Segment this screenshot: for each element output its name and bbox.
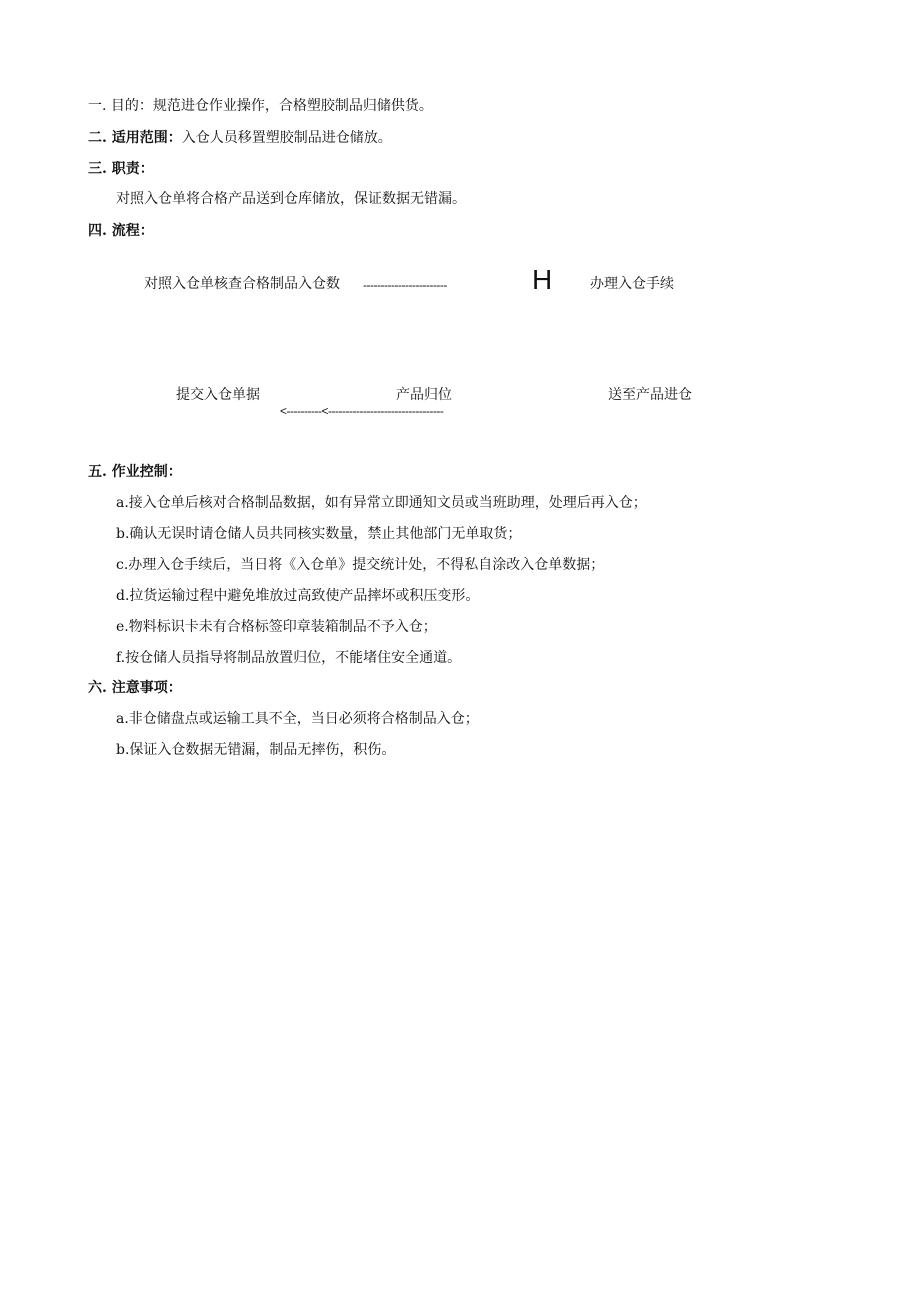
section-scope [88, 129, 392, 147]
flow-step-product-placement: 产品归位 [396, 387, 452, 403]
control-item: a.接入仓单后核对合格制品数据，如有异常立即通知文员或当班助理，处理后再入仓； [116, 495, 647, 511]
flow-step-entry-procedure: 办理入仓手续 [590, 276, 674, 292]
section-purpose: 一. 目的：规范进仓作业操作，合格塑胶制品归储供货。 [88, 98, 433, 114]
control-item: d.拉货运输过程中避免堆放过高致使产品摔坏或积压变形。 [116, 588, 480, 604]
section-process-title: 四. 流程： [88, 223, 154, 239]
section-duty-title: 三. 职责： [88, 161, 154, 177]
flow-step-submit-receipt: 提交入仓单据 [176, 387, 260, 403]
flow-connector-left: <----------<--------------------------------- [280, 404, 444, 418]
note-item: b.保证入仓数据无错漏，制品无摔伤，积伤。 [116, 742, 396, 758]
flow-step-deliver-to-warehouse: 送至产品进仓 [608, 387, 692, 403]
section-control-title: 五. 作业控制： [88, 464, 182, 480]
section-notes-title: 六. 注意事项： [88, 680, 182, 696]
section-scope-text: 入仓人员移置塑胶制品进仓储放。 [181, 130, 392, 146]
control-item: e.物料标识卡未有合格标签印章装箱制品不予入仓； [116, 619, 437, 635]
control-item: c.办理入仓手续后，当日将《入仓单》提交统计处，不得私自涂改入仓单数据； [116, 557, 605, 573]
flow-connector-right: ------------------------ [363, 278, 447, 292]
flow-step-check-quantity: 对照入仓单核查合格制品入仓数 [144, 276, 340, 292]
note-item: a.非仓储盘点或运输工具不全，当日必须将合格制品入仓； [116, 711, 479, 727]
section-scope-title: 二. 适用范围： [88, 130, 182, 146]
control-item: b.确认无误时请仓储人员共同核实数量，禁止其他部门无单取货； [116, 526, 522, 542]
section-duty-text: 对照入仓单将合格产品送到仓库储放，保证数据无错漏。 [116, 191, 466, 207]
control-item: f.按仓储人员指导将制品放置归位，不能堵住安全通道。 [116, 650, 462, 666]
flow-arrow-head: H [532, 264, 553, 295]
